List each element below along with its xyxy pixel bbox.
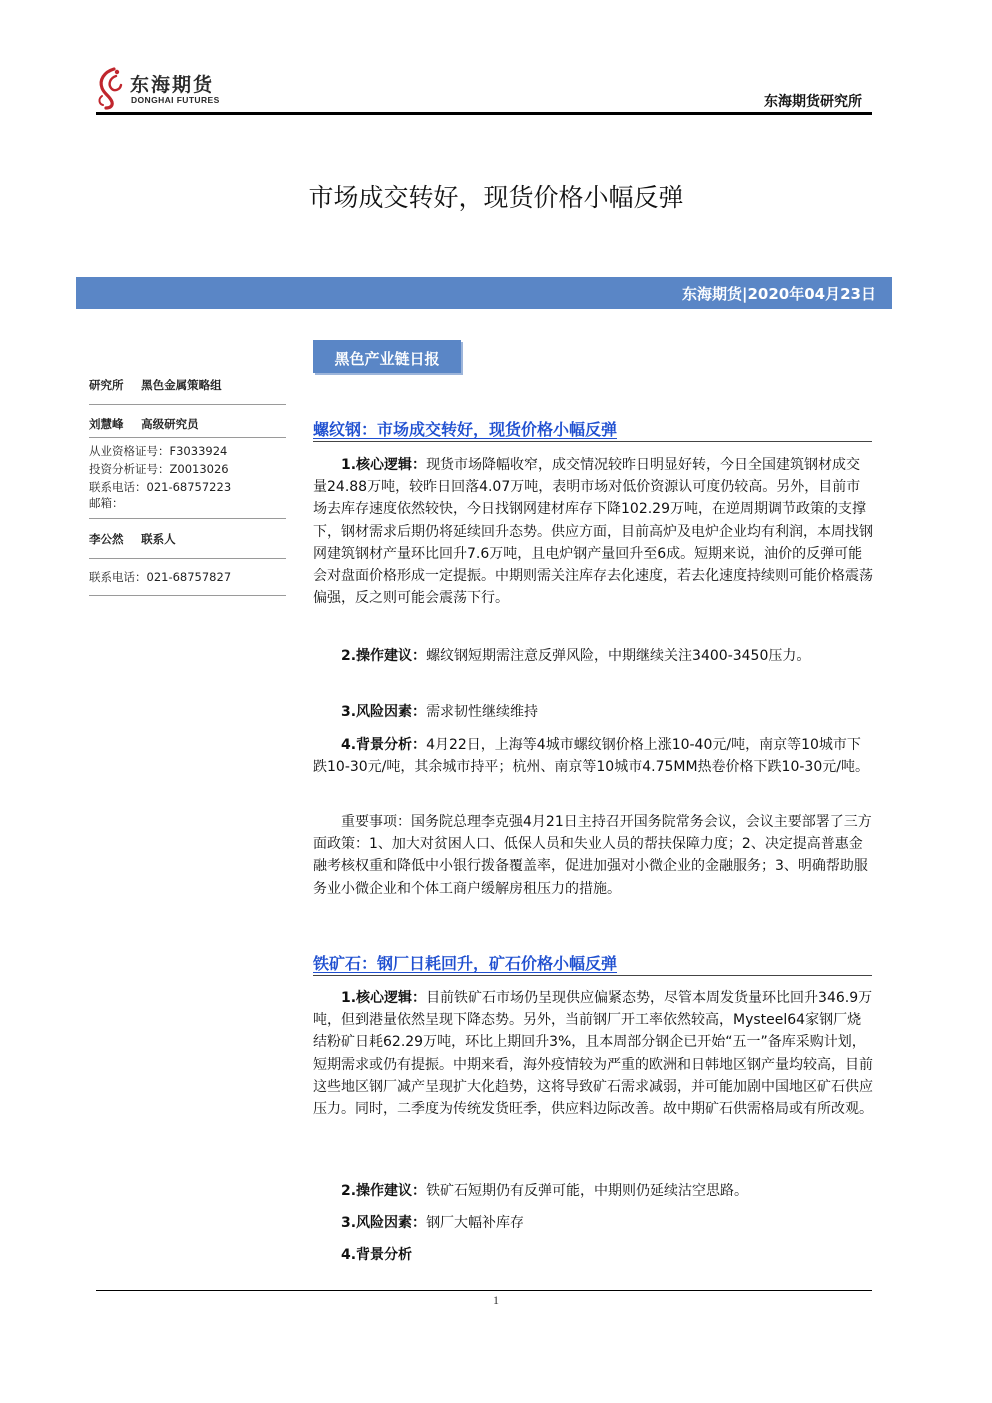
section-divider: [313, 441, 872, 442]
paragraph-label: 3.风险因素：: [341, 1215, 427, 1231]
paragraph-label: 4.背景分析: [341, 1247, 413, 1263]
logo-chinese-name: 东海期货: [130, 74, 215, 96]
company-logo: [96, 66, 236, 112]
dragon-logo-icon: [96, 66, 126, 110]
analyst-detail: 投资分析证号：Z0013026: [89, 462, 229, 476]
analyst-title: 联系人: [141, 532, 176, 546]
analyst-detail: 联系电话：021-68757223: [89, 480, 232, 494]
page-number: 1: [493, 1293, 499, 1307]
paragraph-text: 需求韧性继续维持: [426, 704, 539, 720]
paragraph-text: 现货市场降幅收窄，成交情况较昨日明显好转，今日全国建筑钢材成交量24.88万吨，较昨日回落4.07万吨，表明市场对低价资源认可度仍较高。另外，目前市场去库存速度依然较快，今日找钢网建材库存下降102.29万吨，在逆周期调节政策的支撑下，钢材需求后期仍将延续回升态势。供应方面，目前高炉及电炉企业均有利润，本周找钢网建筑钢材产量环比回升7.6万吨，且电炉钢产量回升至6成。短期来说，油价的反弹可能会对盘面价格形成一定提振。中期则需关注库存去化速度，若去化速度持续则可能价格震荡偏强，反之则可能会震荡下行。: [313, 457, 873, 607]
paragraph-text: 螺纹钢短期需注意反弹风险，中期继续关注3400-3450压力。: [426, 648, 811, 664]
paragraph-background: [313, 734, 873, 778]
sidebar-divider: [89, 404, 286, 405]
paragraph-core-logic: [313, 454, 873, 609]
logo-english-name: DONGHAI FUTURES: [131, 95, 220, 105]
paragraph-text: 4月22日，上海等4城市螺纹钢价格上涨10-40元/吨，南京等10城市下跌10-30元/吨，其余城市持平；杭州、南京等10城市4.75MM热卷价格下跌10-30元/吨。: [313, 737, 869, 776]
sidebar-divider: [89, 595, 286, 596]
analyst-line: [89, 531, 176, 547]
analyst-name: 李公然: [89, 532, 124, 546]
paragraph-trading-advice: [313, 645, 873, 667]
paragraph-label: 2.操作建议：: [341, 648, 427, 664]
analyst-detail: 邮箱：: [89, 496, 124, 510]
report-category-tab: [313, 340, 461, 373]
paragraph-risk-factors: [313, 1212, 873, 1234]
section-title-rebar: 螺纹钢：市场成交转好，现货价格小幅反弹: [313, 420, 618, 439]
paragraph-label: 1.核心逻辑：: [341, 457, 427, 473]
date-banner-text: 东海期货|2020年04月23日: [682, 285, 876, 303]
paragraph-text: 钢厂大幅补库存: [426, 1215, 525, 1231]
paragraph-label: 3.风险因素：: [341, 704, 427, 720]
sidebar-divider: [89, 437, 286, 438]
date-banner: [76, 277, 892, 309]
sidebar-divider: [89, 558, 286, 559]
document-title: 市场成交转好，现货价格小幅反弹: [308, 183, 684, 212]
section-divider: [313, 975, 872, 976]
header-divider: [96, 112, 872, 115]
paragraph-label: 2.操作建议：: [341, 1183, 427, 1199]
paragraph-risk-factors: [313, 701, 873, 723]
footer-divider: [96, 1290, 872, 1291]
paragraph-trading-advice: [313, 1180, 873, 1202]
report-category-label: 黑色产业链日报: [334, 350, 440, 368]
paragraph-background: [313, 1244, 873, 1266]
header-organization: 东海期货研究所: [764, 94, 862, 110]
analyst-detail: 联系电话：021-68757827: [89, 570, 232, 584]
department-name: 黑色金属策略组: [141, 378, 222, 392]
analyst-detail: 从业资格证号：F3033924: [89, 444, 228, 458]
analyst-line: [89, 416, 199, 432]
analyst-name: 刘慧峰: [89, 417, 124, 431]
sidebar-divider: [89, 518, 286, 519]
paragraph-important-events: [313, 811, 873, 900]
paragraph-text: 重要事项：国务院总理李克强4月21日主持召开国务院常务会议，会议主要部署了三方面政策：1、加大对贫困人口、低保人员和失业人员的帮扶保障力度；2、决定提高普惠金融考核权重和降低中小银行拨备覆盖率，促进加强对小微企业的金融服务；3、明确帮助服务业小微企业和个体工商户缓解房租压力的措施。: [313, 814, 872, 897]
analyst-title: 高级研究员: [141, 417, 199, 431]
department-line: [89, 377, 222, 393]
section-title-iron-ore: 铁矿石：钢厂日耗回升，矿石价格小幅反弹: [313, 954, 618, 973]
paragraph-label: 4.背景分析：: [341, 737, 427, 753]
paragraph-text: 铁矿石短期仍有反弹可能，中期则仍延续沽空思路。: [426, 1183, 749, 1199]
department-label: 研究所: [89, 378, 124, 392]
paragraph-text: 目前铁矿石市场仍呈现供应偏紧态势，尽管本周发货量环比回升346.9万吨，但到港量依然呈现下降态势。另外，当前钢厂开工率依然较高，Mysteel64家钢厂烧结粉矿日耗62.29万吨，环比上期回升3%，且本周部分钢企已开始“五一”备库采购计划，短期需求或仍有提振。中期来看，海外疫情较为严重的欧洲和日韩地区钢产量均较高，目前这些地区钢厂减产呈现扩大化趋势，这将导致矿石需求减弱，并可能加剧中国地区矿石供应压力。同时，二季度为传统发货旺季，供应料边际改善。故中期矿石供需格局或有所改观。: [313, 990, 873, 1118]
paragraph-core-logic: [313, 987, 873, 1120]
paragraph-label: 1.核心逻辑：: [341, 990, 427, 1006]
